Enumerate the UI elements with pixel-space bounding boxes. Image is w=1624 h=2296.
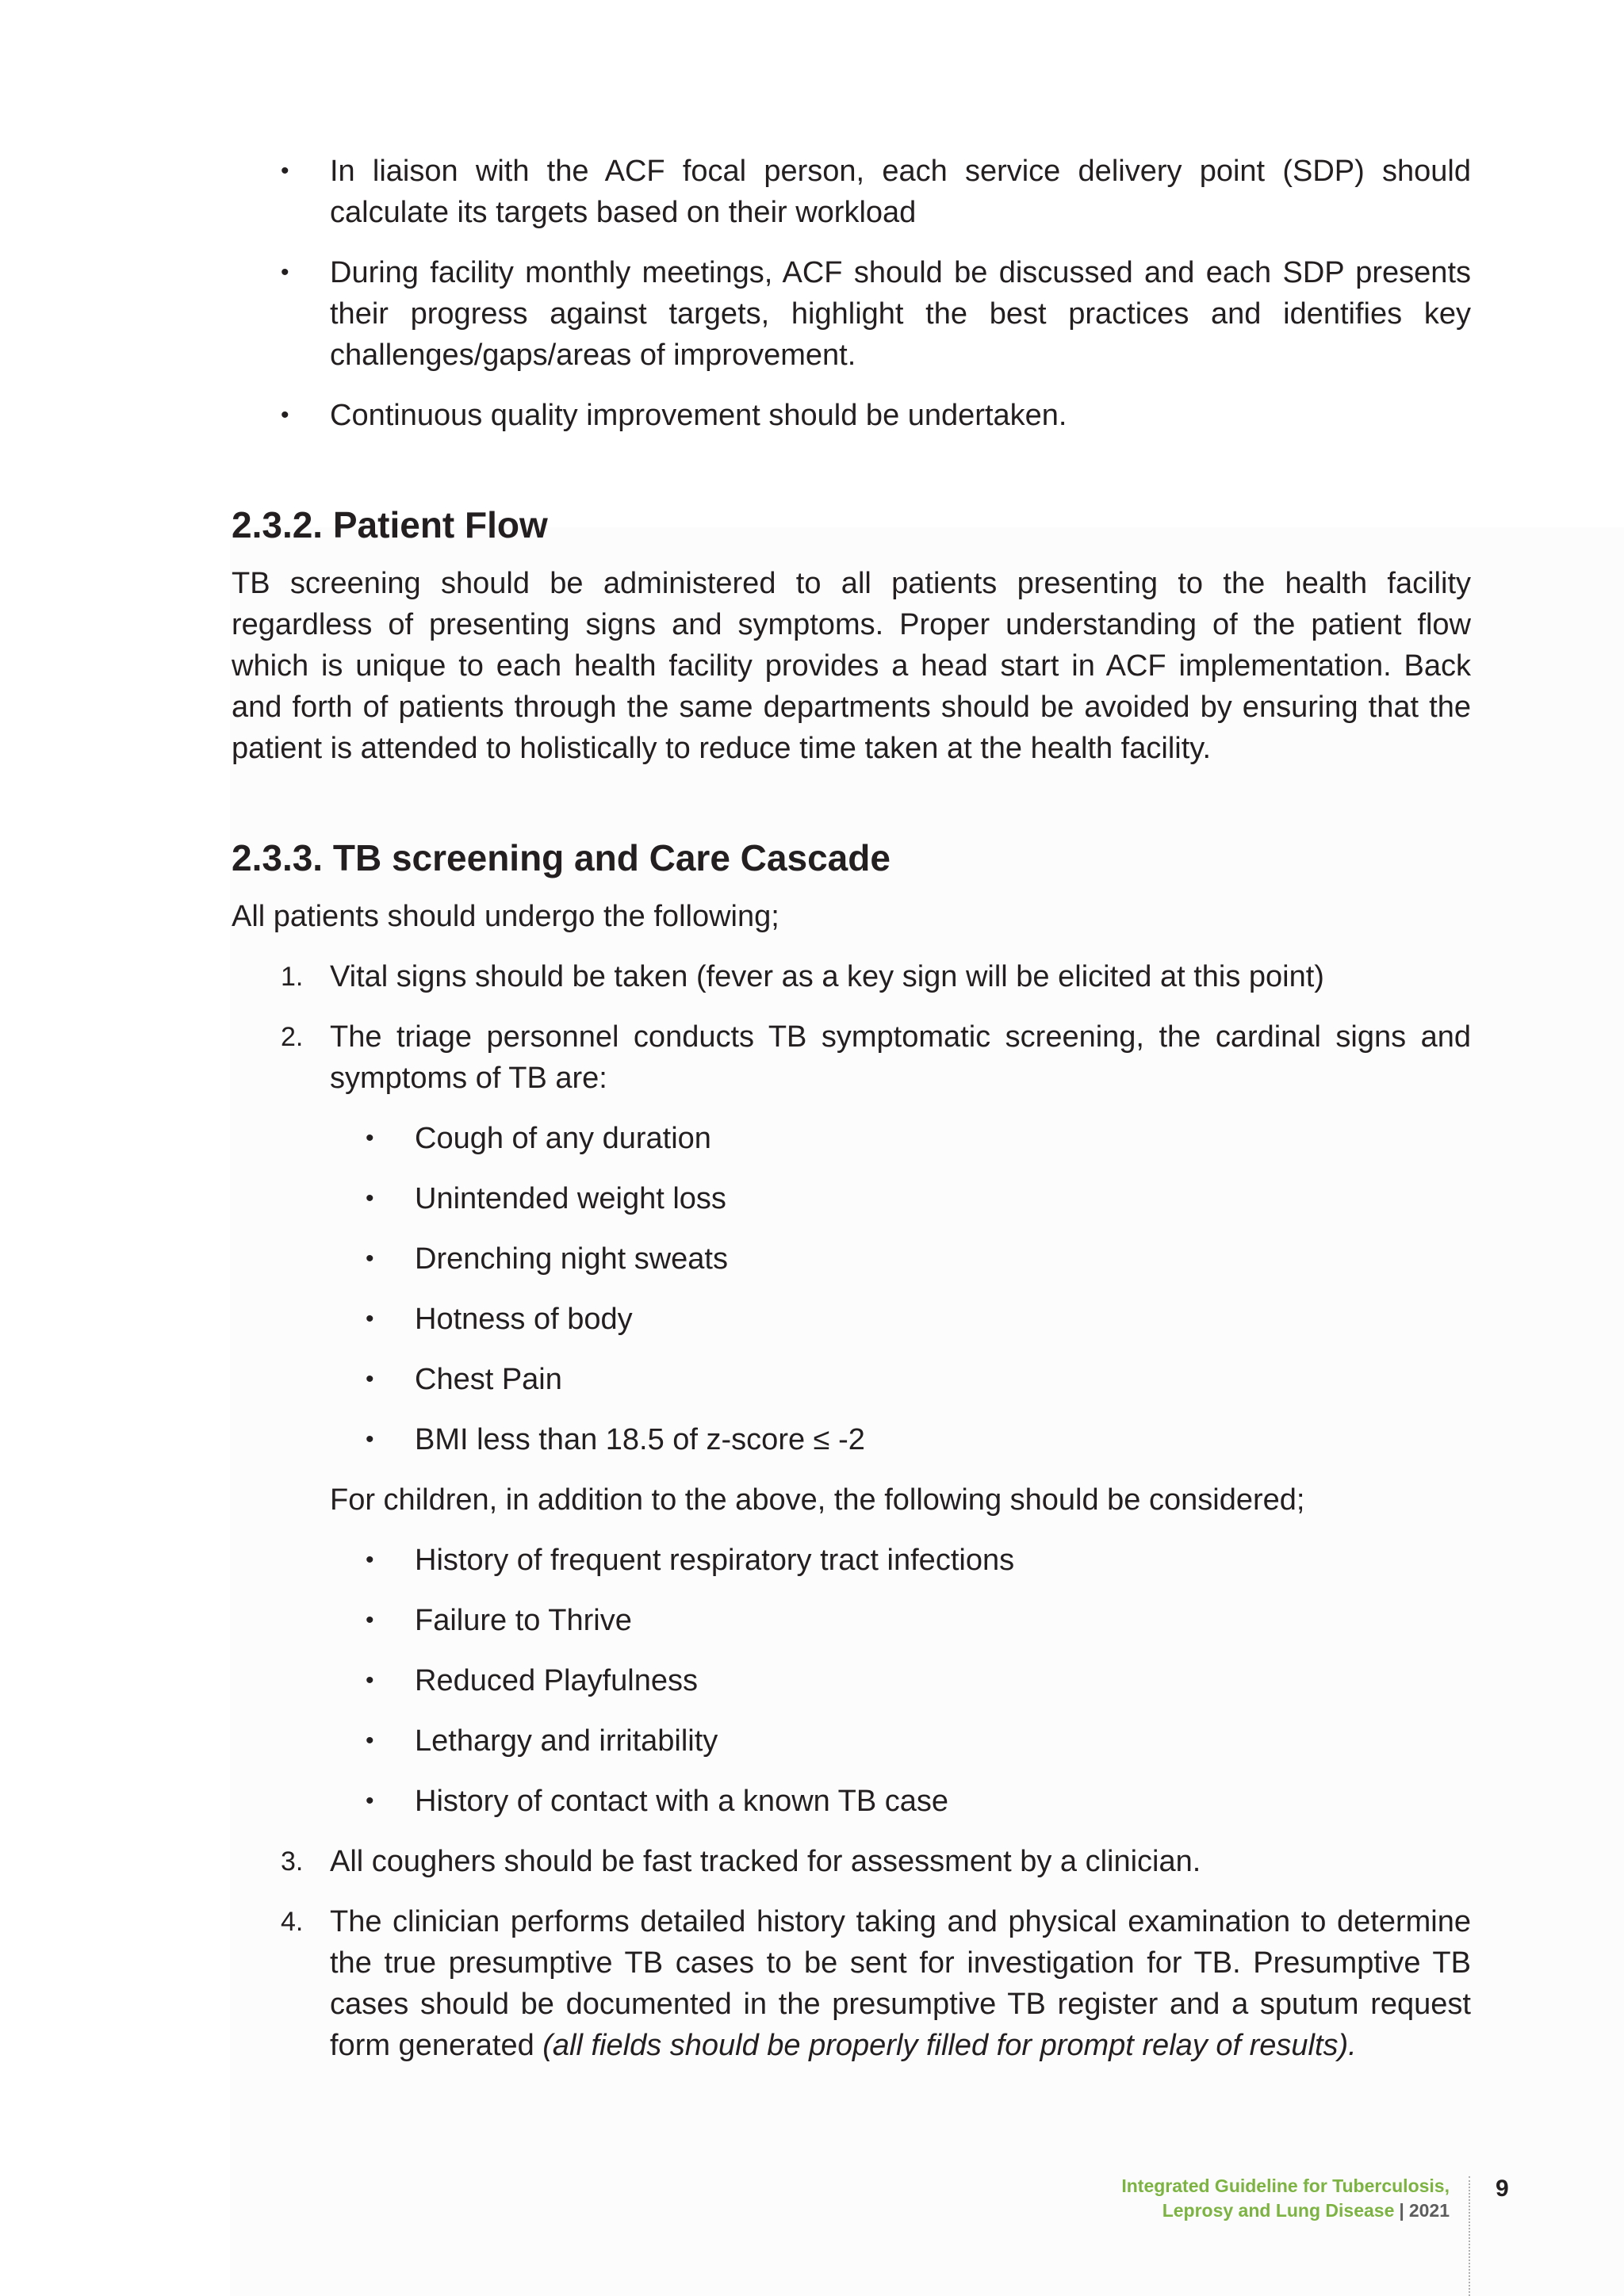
- section-heading-patient-flow: 2.3.2. Patient Flow: [232, 504, 548, 545]
- list-item: • History of frequent respiratory tract infections: [330, 1540, 1471, 1581]
- bullet-icon: •: [366, 1246, 374, 1272]
- bullet-icon: •: [366, 1125, 374, 1151]
- list-item: • Hotness of body: [330, 1299, 1471, 1340]
- step-item: 1. Vital signs should be taken (fever as a key sign will be elicited at this point): [232, 956, 1471, 997]
- list-item: • Continuous quality improvement should be undertaken.: [232, 395, 1471, 436]
- bullet-icon: •: [366, 1185, 374, 1211]
- section-heading-care-cascade: 2.3.3. TB screening and Care Cascade: [232, 837, 891, 878]
- bullet-icon: •: [366, 1547, 374, 1573]
- step-item: 4. The clinician performs detailed history taking and physical examination to determine the true presumptive TB cases to be sent for investigation for TB. Presumptive TB cases should be documented in the presumptive TB register and a sputum request form generated (all fields should be properly filled for prompt relay of results).: [232, 1901, 1471, 2066]
- list-item: • History of contact with a known TB case: [330, 1781, 1471, 1822]
- list-item: • In liaison with the ACF focal person, each service delivery point (SDP) should calculate its targets based on their workload: [232, 151, 1471, 233]
- list-item: • Reduced Playfulness: [330, 1660, 1471, 1701]
- step-number: 3.: [281, 1846, 304, 1877]
- list-item: • Lethargy and irritability: [330, 1720, 1471, 1762]
- step-number: 4.: [281, 1907, 304, 1937]
- bullet-icon: •: [366, 1607, 374, 1633]
- bullet-icon: •: [366, 1667, 374, 1693]
- children-signs-list: [330, 1540, 1471, 1822]
- step-item: 2. The triage personnel conducts TB symptomatic screening, the cardinal signs and symptoms of TB are: • Cough of any duration • Unintended weight loss • Drenching night sweats • Hotness of body • Chest Pain • BMI less than 18.5 of z-score ≤ -2 For children, in addition to the above, the following should be considered; • History of frequent respiratory tract infections • Failure to Thrive • Reduced Playfulness • Lethargy and irritability • History of contact with a known TB case: [232, 1016, 1471, 1822]
- bullet-icon: •: [281, 259, 289, 285]
- footer-divider: [1469, 2176, 1470, 2296]
- step-number: 1.: [281, 962, 304, 992]
- step-item: 3. All coughers should be fast tracked for assessment by a clinician.: [232, 1841, 1471, 1882]
- page-content: [232, 151, 1471, 2085]
- bullet-icon: •: [366, 1306, 374, 1332]
- page-number: 9: [1496, 2175, 1509, 2202]
- bullet-icon: •: [366, 1728, 374, 1754]
- list-item: • BMI less than 18.5 of z-score ≤ -2: [330, 1419, 1471, 1460]
- bullet-icon: •: [366, 1788, 374, 1814]
- footer-title-line2: Leprosy and Lung Disease: [1162, 2200, 1395, 2221]
- intro-bullet-list: [232, 151, 1471, 436]
- footer-year: 2021: [1408, 2200, 1450, 2221]
- footer-separator: |: [1399, 2200, 1404, 2221]
- bullet-icon: •: [281, 158, 289, 184]
- list-item: • Failure to Thrive: [330, 1600, 1471, 1641]
- step-italic-note: (all fields should be properly filled for prompt relay of results).: [542, 2029, 1357, 2062]
- care-cascade-lead: All patients should undergo the following;: [232, 900, 779, 933]
- list-item: • Chest Pain: [330, 1359, 1471, 1400]
- care-cascade-steps: [232, 956, 1471, 2066]
- list-item: • During facility monthly meetings, ACF should be discussed and each SDP presents their progress against targets, highlight the best practices and identifies key challenges/gaps/areas of improvement.: [232, 252, 1471, 376]
- children-note: For children, in addition to the above, the following should be considered;: [330, 1483, 1305, 1517]
- patient-flow-paragraph: TB screening should be administered to all patients presenting to the health facility regardless of presenting signs and symptoms. Proper understanding of the patient flow which is unique to each health facility provides a head start in ACF implementation. Back and forth of patients through the same departments should be avoided by ensuring that the patient is attended to holistically to reduce time taken at the health facility.: [232, 567, 1471, 765]
- bullet-icon: •: [281, 402, 289, 428]
- list-item: • Drenching night sweats: [330, 1238, 1471, 1280]
- bullet-icon: •: [366, 1366, 374, 1392]
- list-item: • Cough of any duration: [330, 1118, 1471, 1159]
- bullet-icon: •: [366, 1426, 374, 1452]
- cardinal-signs-list: [330, 1118, 1471, 1460]
- step-number: 2.: [281, 1022, 304, 1052]
- list-item: • Unintended weight loss: [330, 1178, 1471, 1219]
- page-footer: [1121, 2174, 1450, 2223]
- footer-title-line1: Integrated Guideline for Tuberculosis,: [1121, 2175, 1450, 2196]
